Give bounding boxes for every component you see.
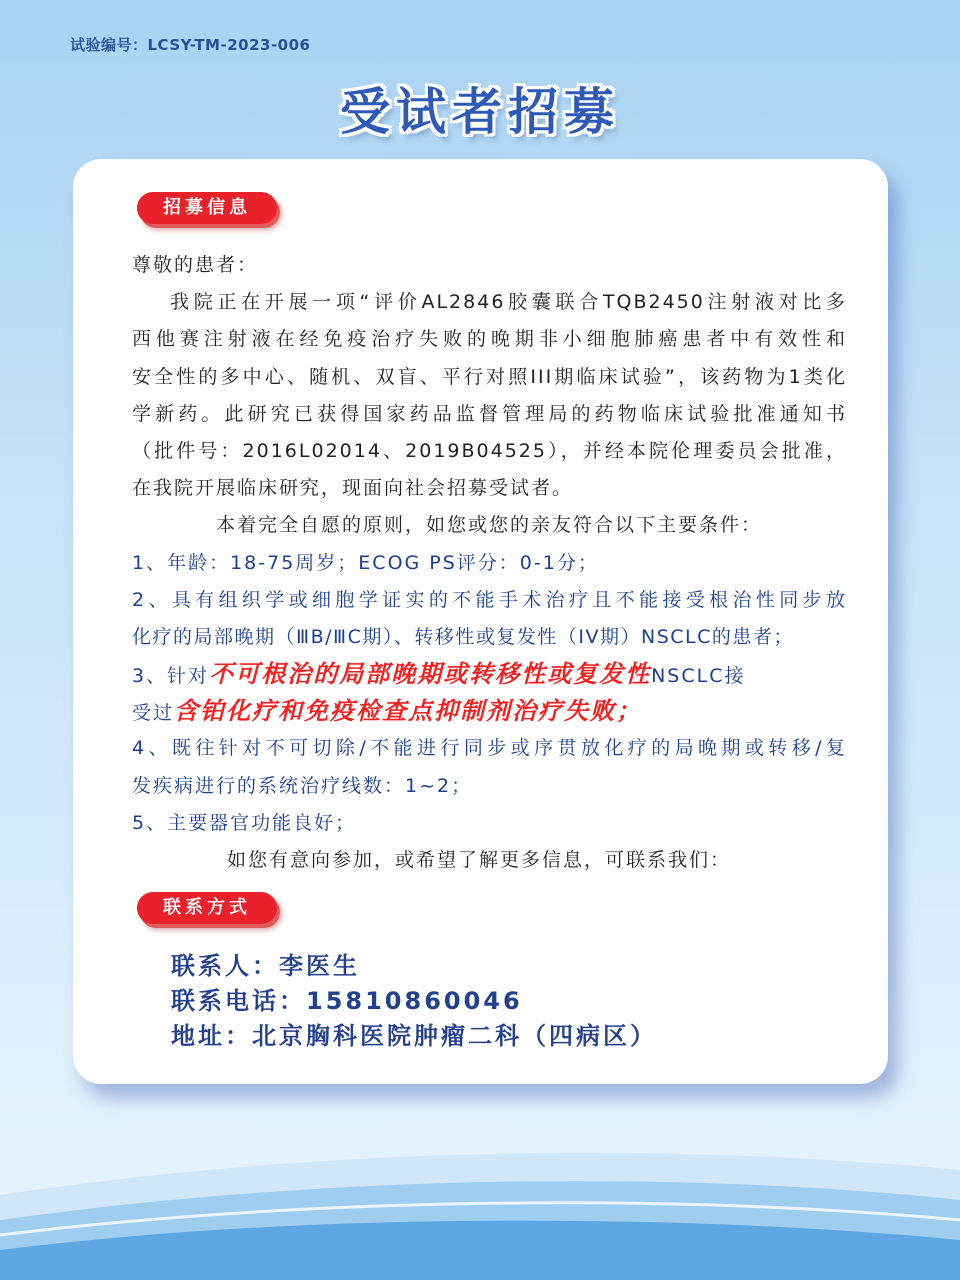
criterion-5: 5、主要器官功能良好；: [132, 811, 357, 834]
criterion-3-highlight-1: 不可根治的局部晚期或转移性或复发性: [209, 660, 652, 689]
criterion-2-line2: 化疗的局部晚期（ⅢB/ⅢC期）、转移性或复发性（IV期）NSCLC的患者；: [132, 625, 794, 648]
intro-line: 学新药。此研究已获得国家药品监督管理局的药物临床试验批准通知书: [132, 402, 847, 425]
closing-text: 如您有意向参加，或希望了解更多信息，可联系我们：: [227, 849, 732, 871]
page-title: 受试者招募: [340, 83, 620, 141]
criterion-3-highlight-2: 含铂化疗和免疫检查点抑制剂治疗失败；: [174, 697, 643, 726]
intro-line: 西他赛注射液在经免疫治疗失败的晚期非小细胞肺癌患者中有效性和: [132, 328, 847, 351]
section-badge-info: 招募信息: [137, 192, 277, 224]
recruitment-card: [73, 159, 888, 1084]
criterion-4-line2: 发疾病进行的系统治疗线数：1~2；: [132, 774, 473, 797]
criterion-3-prefix-2: 受过: [132, 702, 175, 725]
intro-line: 我院正在开展一项“评价AL2846胶囊联合TQB2450注射液对比多: [170, 291, 847, 314]
criterion-4-line1: 4、既往针对不可切除/不能进行同步或序贯放化疗的局晚期或转移/复: [132, 737, 847, 760]
criterion-3-prefix: 3、针对: [132, 665, 210, 688]
intro-line: （批件号：2016L02014、2019B04525），并经本院伦理委员会批准，: [132, 439, 847, 462]
criterion-3-suffix: NSCLC接: [651, 665, 746, 688]
criterion-3-line2: [132, 693, 847, 730]
conditions-intro: 本着完全自愿的原则，如您或您的亲友符合以下主要条件：: [216, 514, 763, 537]
section-badge-contact: 联系方式: [137, 892, 277, 924]
trial-id: 试验编号：LCSY-TM-2023-006: [70, 36, 311, 54]
contact-phone: 联系电话：15810860046: [171, 987, 523, 1015]
recruitment-text: [132, 247, 847, 879]
contact-person: 联系人：李医生: [171, 952, 360, 980]
criterion-1: 1、年龄：18-75周岁；ECOG PS评分：0-1分；: [132, 551, 599, 574]
intro-line: 在我院开展临床研究，现面向社会招募受试者。: [132, 477, 574, 500]
criterion-3-line1: [132, 656, 847, 693]
contact-address: 地址：北京胸科医院肿瘤二科（四病区）: [171, 1022, 657, 1050]
decorative-wave: [0, 1100, 960, 1280]
greeting: 尊敬的患者：: [132, 254, 259, 276]
criterion-2-line1: 2、具有组织学或细胞学证实的不能手术治疗且不能接受根治性同步放: [132, 588, 847, 611]
intro-line: 安全性的多中心、随机、双盲、平行对照III期临床试验”，该药物为1类化: [132, 365, 847, 388]
contact-block: [171, 949, 657, 1054]
